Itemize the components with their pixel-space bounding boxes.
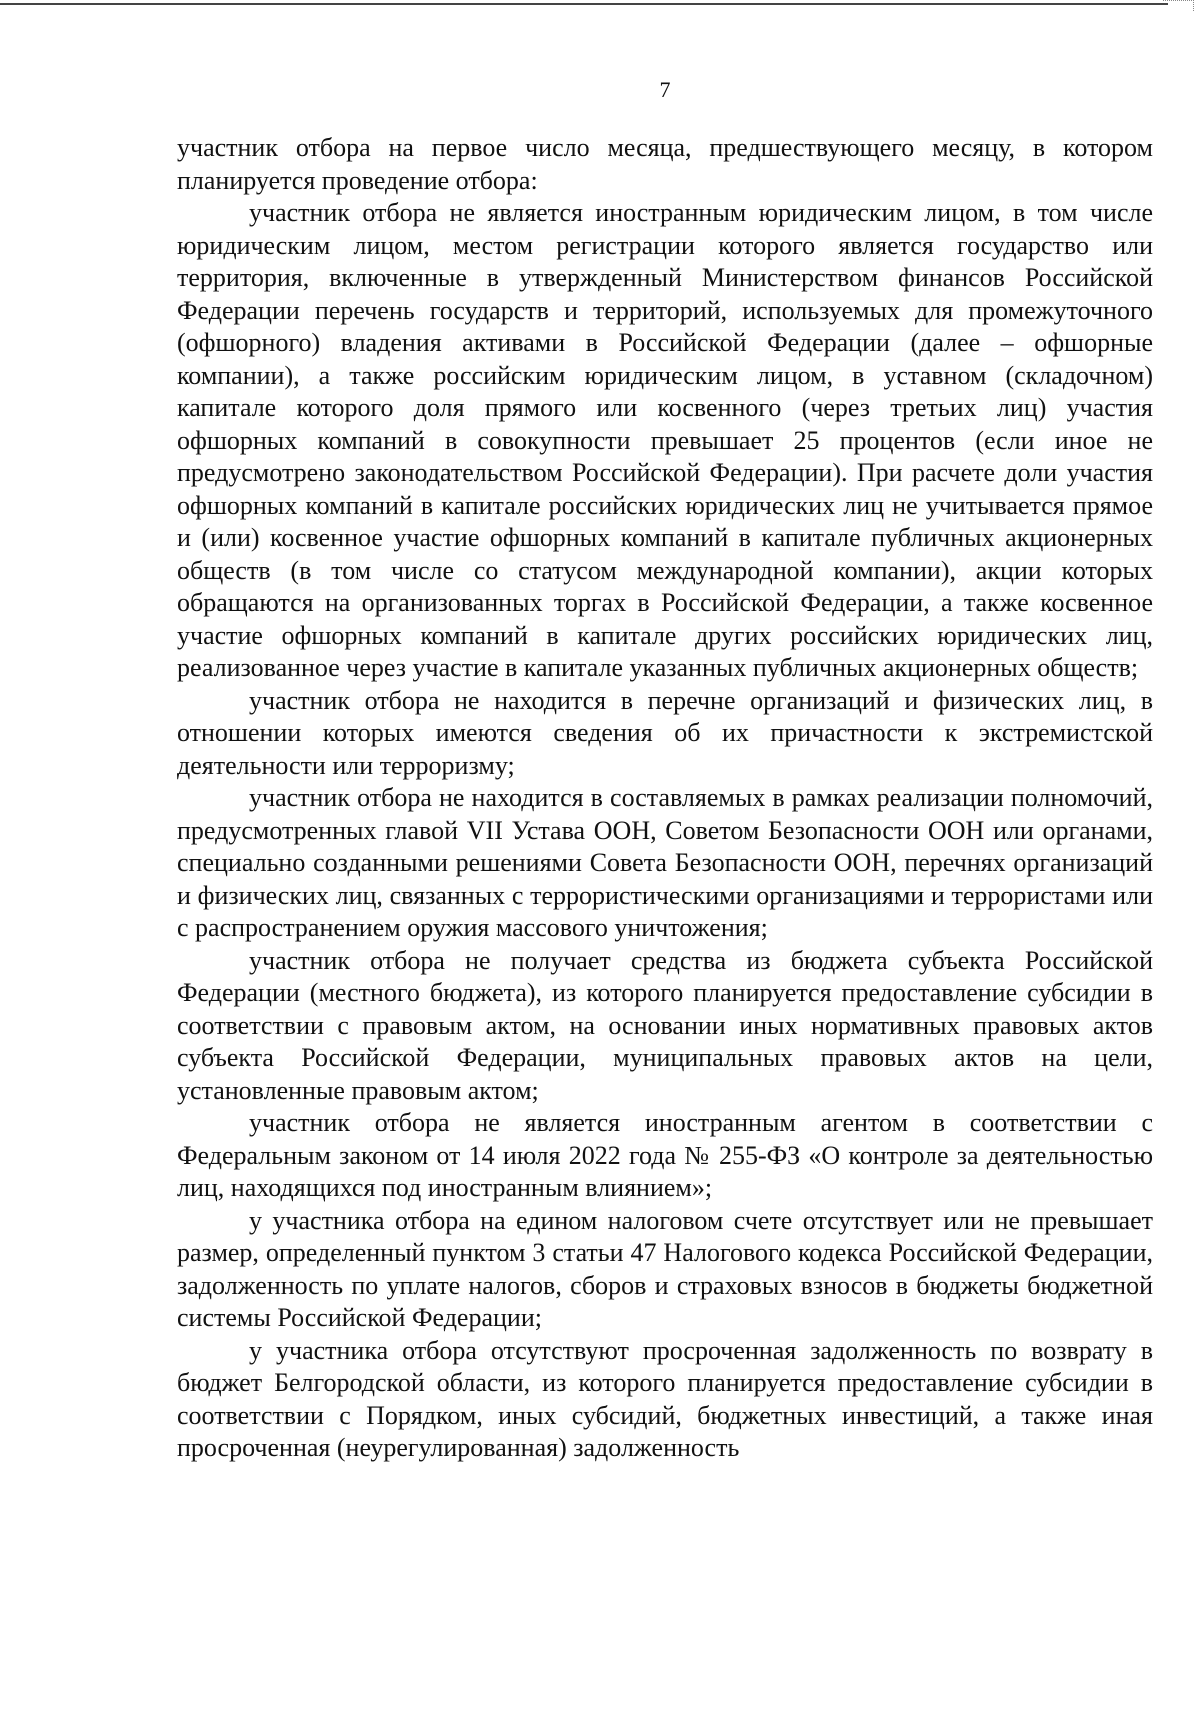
paragraph-foreign-agent: участник отбора не является иностранным агентом в соответствии с Федеральным законом от 14 июля 2022 года № 255-ФЗ «О контроле за деятельностью лиц, находящихся под иностранным влиянием»; xyxy=(177,1108,1153,1202)
paragraph-tax-debt: у участника отбора на едином налоговом счете отсутствует или не превышает размер, определенный пунктом 3 статьи 47 Налогового кодекса Российской Федерации, задолженность по уплате налогов, сборов и страховых взносов в бюджеты бюджетной системы Российской Федерации; xyxy=(177,1205,1153,1332)
document-body xyxy=(177,132,1153,1465)
paragraph-continuation: участник отбора на первое число месяца, предшествующего месяцу, в котором планируется проведение отбора: xyxy=(177,133,1153,195)
scan-corner-artifact xyxy=(1163,0,1194,11)
paragraph-extremism-list: участник отбора не находится в перечне организаций и физических лиц, в отношении которых имеются сведения об их причастности к экстремистской деятельности или терроризму; xyxy=(177,685,1153,780)
page-number: 7 xyxy=(659,77,671,102)
paragraph-offshore-requirement: участник отбора не является иностранным юридическим лицом, в том числе юридическим лицом, местом регистрации которого является государство или территория, включенные в утвержденный Министерством финансов Российской Федерации перечень государств и территорий, используемых для промежуточного (офшорного) владения активами в Российской Федерации (далее – офшорные компании), а также российским юридическим лицом, в уставном (складочном) капитале которого доля прямого или косвенного (через третьих лиц) участия офшорных компаний в совокупности превышает 25 процентов (если иное не предусмотрено законодательством Российской Федерации). При расчете доли участия офшорных компаний в капитале российских юридических лиц не учитывается прямое и (или) косвенное участие офшорных компаний в капитале публичных акционерных обществ (в том числе со статусом международной компании), акции которых обращаются на организованных торгах в Российской Федерации, а также косвенное участие офшорных компаний в капитале других российских юридических лиц, реализованное через участие в капитале указанных публичных акционерных обществ; xyxy=(177,198,1153,682)
scan-top-edge-line xyxy=(0,3,1168,5)
paragraph-budget-funds: участник отбора не получает средства из бюджета субъекта Российской Федерации (местного бюджета), из которого планируется предоставление субсидии в соответствии с правовым актом, на основании иных нормативных правовых актов субъекта Российской Федерации, муниципальных правовых актов на цели, установленные правовым актом; xyxy=(177,945,1153,1105)
paragraph-overdue-debt: у участника отбора отсутствуют просроченная задолженность по возврату в бюджет Белгородской области, из которого планируется предоставление субсидии в соответствии с Порядком, иных субсидий, бюджетных инвестиций, а также иная просроченная (неурегулированная) задолженность xyxy=(177,1335,1153,1462)
paragraph-un-sanctions-list: участник отбора не находится в составляемых в рамках реализации полномочий, предусмотренных главой VII Устава ООН, Советом Безопасности ООН или органами, специально созданными решениями Совета Безопасности ООН, перечнях организаций и физических лиц, связанных с террористическими организациями и террористами или с распространением оружия массового уничтожения; xyxy=(177,783,1153,942)
